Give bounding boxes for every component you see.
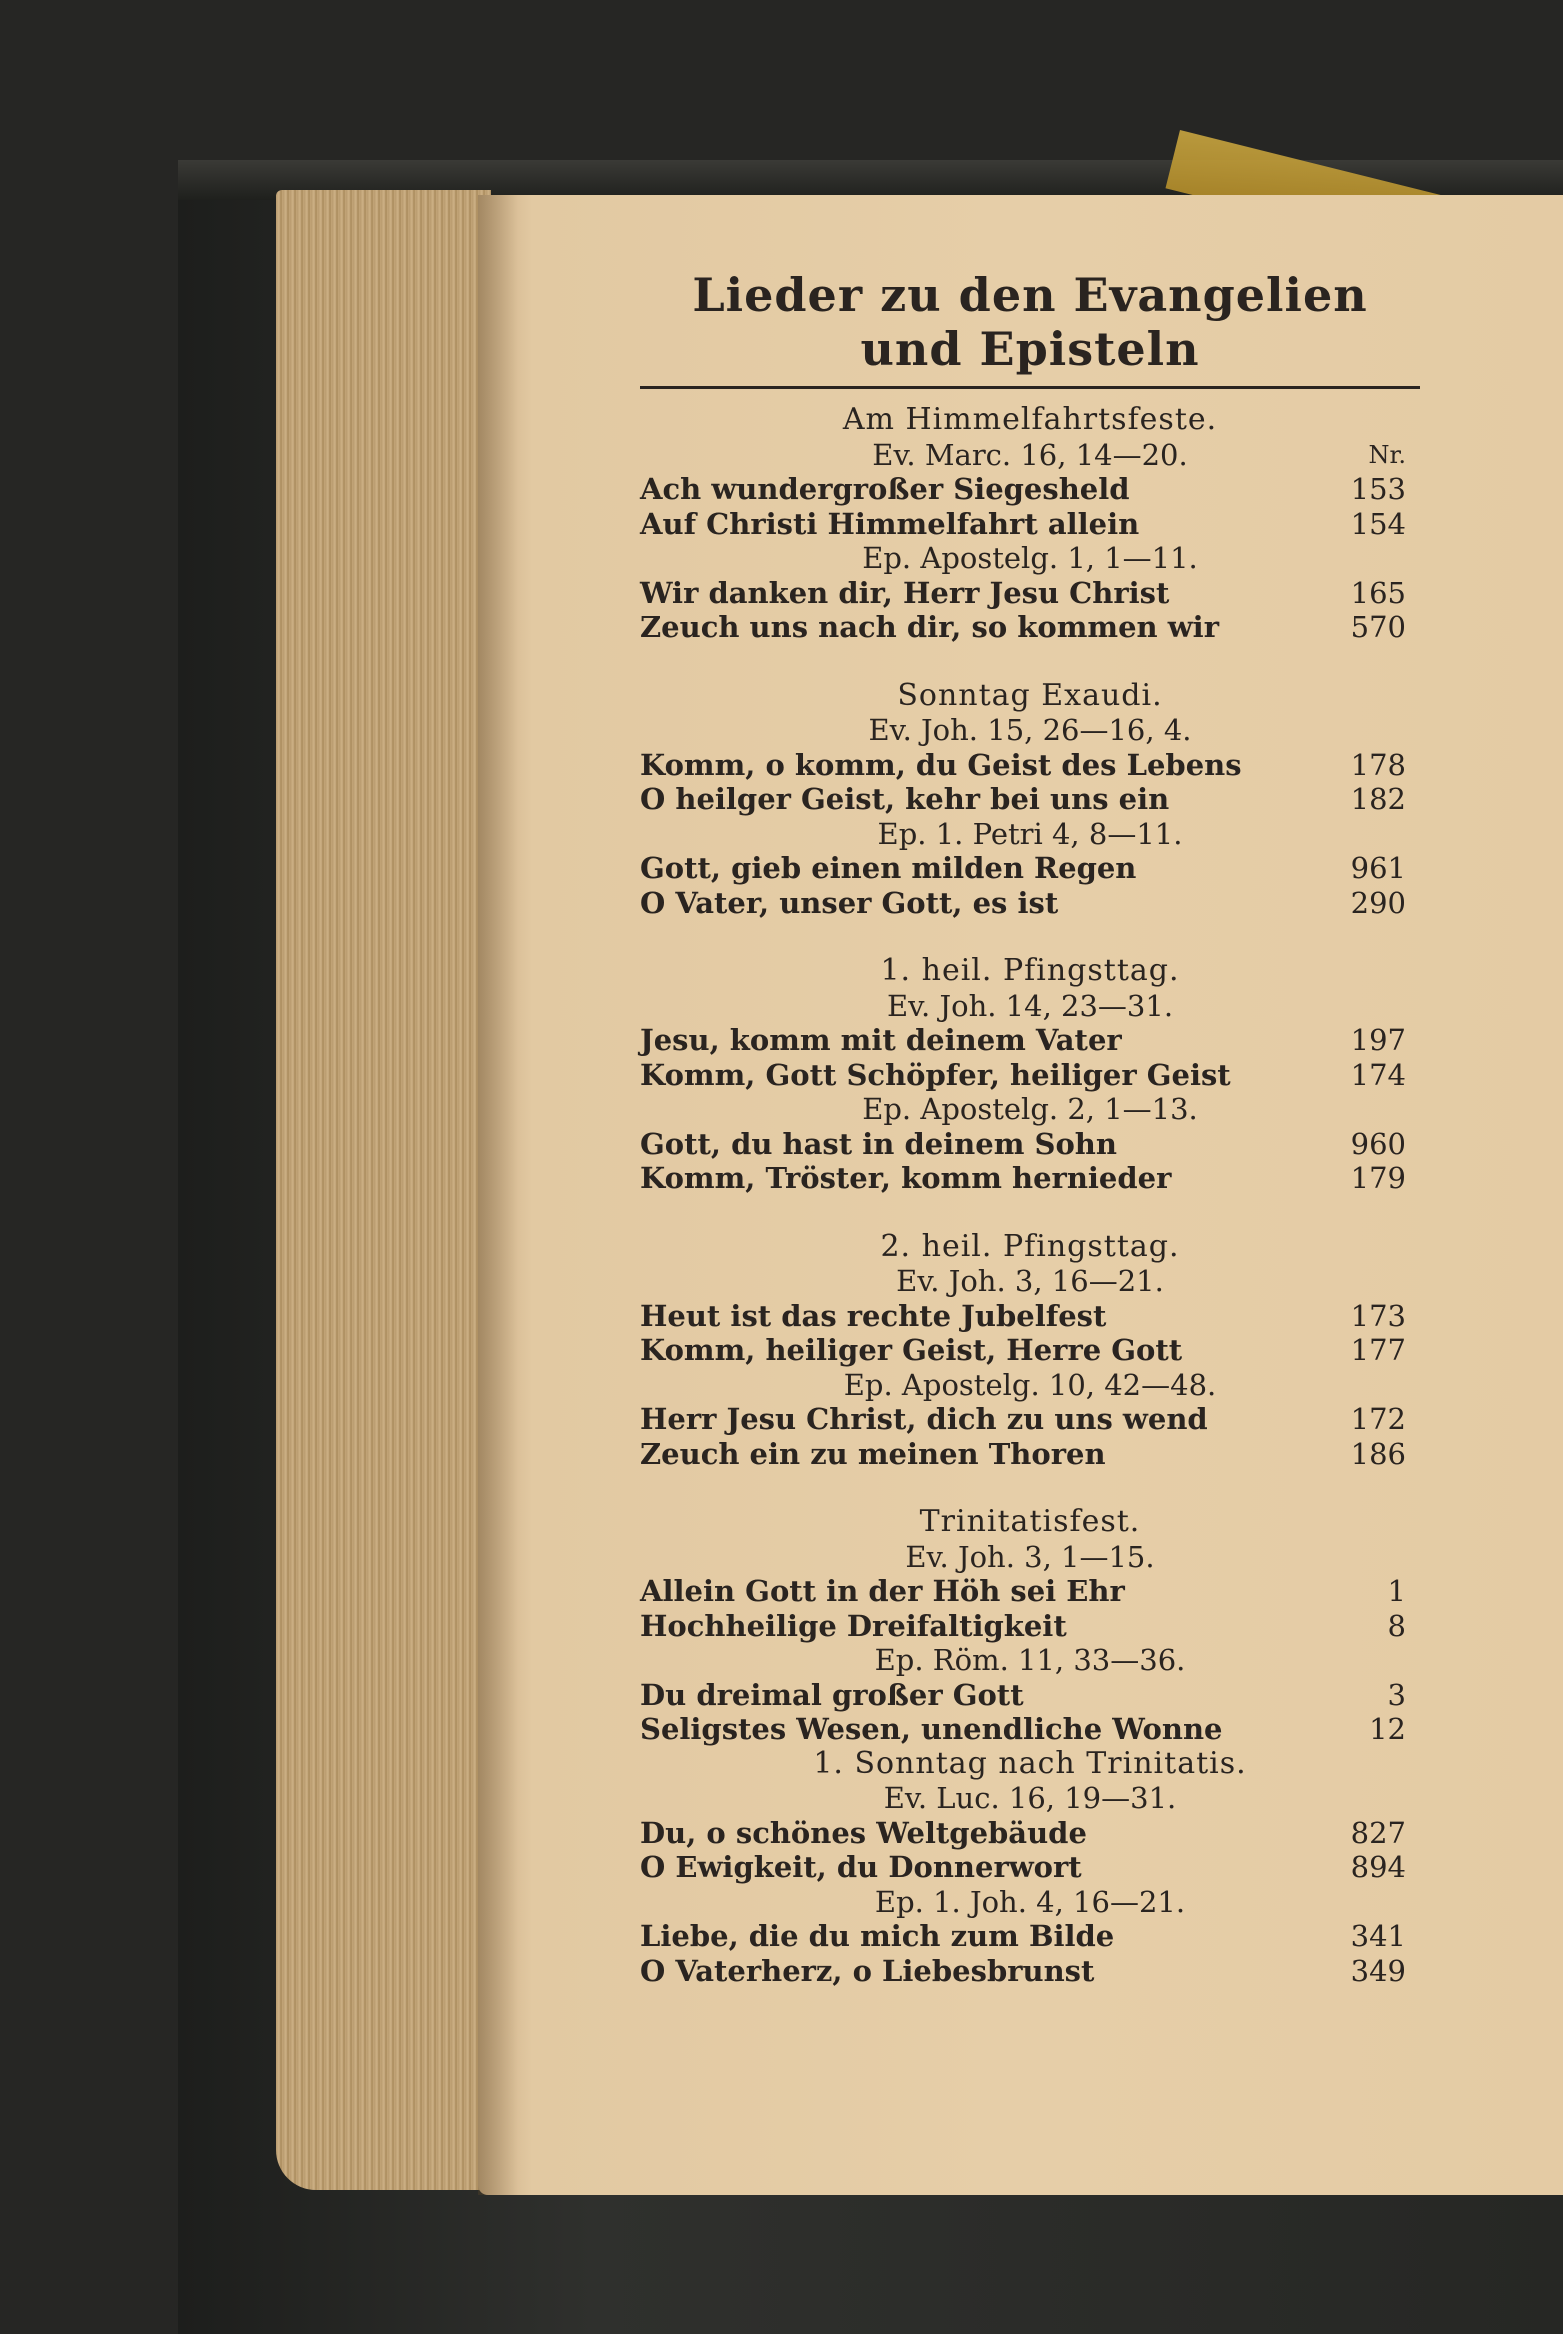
hymn-title: Herr Jesu Christ, dich zu uns wend [640, 1402, 1208, 1436]
hymn-number: 290 [1350, 885, 1406, 920]
scripture-reference-text: Ep. Apostelg. 10, 42—48. [843, 1367, 1217, 1402]
scripture-reference [640, 1368, 1420, 1403]
hymn-entry [640, 886, 1420, 921]
hymn-list [640, 403, 1420, 1988]
hymn-number: 349 [1350, 1953, 1406, 1988]
hymn-title: Liebe, die du mich zum Bilde [640, 1919, 1115, 1953]
scripture-reference [640, 989, 1420, 1024]
number-column-label: Nr. [1368, 440, 1406, 469]
hymn-title: Komm, heiliger Geist, Herre Gott [640, 1333, 1183, 1367]
hymn-entry [640, 1954, 1420, 1989]
hymn-entry [640, 1574, 1420, 1609]
hymn-entry [640, 1850, 1420, 1885]
hymn-number: 173 [1350, 1298, 1406, 1333]
hymn-entry [640, 1127, 1420, 1162]
hymn-title: Gott, gieb einen milden Regen [640, 851, 1137, 885]
scripture-reference [640, 1885, 1420, 1920]
page-edges [276, 190, 491, 2190]
hymn-title: Zeuch ein zu meinen Thoren [640, 1436, 1106, 1471]
hymn-number: 182 [1350, 782, 1406, 816]
page-content [640, 268, 1420, 1988]
page-header: Lieder zu den Evangelien und Episteln [640, 268, 1420, 389]
hymn-entry [640, 1161, 1420, 1196]
scripture-reference [640, 1264, 1420, 1299]
scripture-reference-text: Ep. Röm. 11, 33—36. [874, 1643, 1186, 1677]
section-heading: Trinitatisfest. [919, 1504, 1141, 1539]
scripture-reference [640, 1092, 1420, 1127]
hymn-number: 172 [1350, 1402, 1406, 1436]
hymn-number: 1 [1387, 1574, 1406, 1608]
scripture-reference [640, 1781, 1420, 1816]
hymn-entry [640, 1712, 1420, 1747]
hymn-title: Jesu, komm mit deinem Vater [640, 1023, 1122, 1057]
hymn-title: Heut ist das rechte Jubelfest [640, 1298, 1107, 1333]
scripture-reference-text: Ev. Joh. 3, 1—15. [905, 1539, 1155, 1574]
hymn-title: Komm, Gott Schöpfer, heiliger Geist [640, 1057, 1231, 1092]
scripture-reference [640, 1540, 1420, 1575]
scripture-reference-text: Ev. Luc. 16, 19—31. [883, 1781, 1177, 1815]
hymn-title: Ach wundergroßer Siegesheld [640, 472, 1130, 506]
scripture-reference [640, 1643, 1420, 1678]
hymn-number: 197 [1350, 1023, 1406, 1057]
hymn-number: 174 [1350, 1057, 1406, 1092]
hymn-number: 12 [1369, 1712, 1406, 1746]
page-gutter-shadow [478, 195, 518, 2195]
hymn-entry [640, 472, 1420, 507]
hymn-number: 960 [1350, 1126, 1406, 1161]
hymn-number: 961 [1350, 851, 1406, 885]
hymn-number: 3 [1387, 1677, 1406, 1712]
scripture-reference-text: Ev. Marc. 16, 14—20. [872, 437, 1188, 472]
hymn-number: 894 [1350, 1850, 1406, 1884]
hymn-entry [640, 1058, 1420, 1093]
hymn-entry [640, 782, 1420, 817]
hymn-title: O heilger Geist, kehr bei uns ein [640, 782, 1170, 816]
scripture-reference-text: Ep. Apostelg. 1, 1—11. [862, 541, 1198, 575]
hymn-number: 827 [1350, 1815, 1406, 1850]
scripture-reference [640, 438, 1420, 473]
scripture-reference-text: Ev. Joh. 14, 23—31. [886, 988, 1174, 1023]
hymn-entry [640, 1609, 1420, 1644]
hymn-entry [640, 507, 1420, 542]
scripture-reference-text: Ep. Apostelg. 2, 1—13. [862, 1092, 1198, 1126]
hymn-title: O Ewigkeit, du Donnerwort [640, 1850, 1082, 1884]
hymn-title: Du, o schönes Weltgebäude [640, 1815, 1087, 1850]
hymn-entry [640, 748, 1420, 783]
hymn-title: Wir danken dir, Herr Jesu Christ [640, 575, 1170, 610]
hymn-title: Du dreimal großer Gott [640, 1677, 1024, 1712]
hymn-entry [640, 1023, 1420, 1058]
hymn-entry [640, 1437, 1420, 1472]
hymn-number: 165 [1350, 575, 1406, 610]
section-heading: Sonntag Exaudi. [897, 677, 1163, 713]
hymn-entry [640, 851, 1420, 886]
section-heading: 2. heil. Pfingsttag. [880, 1228, 1180, 1264]
scripture-reference [640, 817, 1420, 852]
scripture-reference-text: Ev. Joh. 15, 26—16, 4. [868, 713, 1192, 747]
hymn-entry [640, 1678, 1420, 1713]
hymn-number: 8 [1387, 1608, 1406, 1643]
hymn-number: 570 [1350, 610, 1406, 644]
scripture-reference [640, 713, 1420, 748]
hymn-number: 153 [1350, 472, 1406, 506]
hymn-title: Komm, o komm, du Geist des Lebens [640, 747, 1242, 782]
hymn-number: 341 [1350, 1919, 1406, 1953]
hymn-number: 186 [1350, 1436, 1406, 1471]
hymn-entry [640, 1333, 1420, 1368]
hymn-entry [640, 610, 1420, 645]
hymn-entry [640, 1299, 1420, 1334]
hymn-title: O Vaterherz, o Liebesbrunst [640, 1953, 1095, 1988]
hymn-title: Gott, du hast in deinem Sohn [640, 1126, 1117, 1161]
section-heading: 1. Sonntag nach Trinitatis. [813, 1745, 1247, 1781]
hymn-number: 178 [1350, 747, 1406, 782]
scripture-reference-text: Ev. Joh. 3, 16—21. [896, 1264, 1164, 1298]
hymn-title: Hochheilige Dreifaltigkeit [640, 1608, 1067, 1643]
hymn-title: O Vater, unser Gott, es ist [640, 885, 1059, 920]
hymn-title: Auf Christi Himmelfahrt allein [640, 506, 1140, 541]
hymn-number: 179 [1350, 1161, 1406, 1195]
hymn-entry [640, 576, 1420, 611]
section-heading: 1. heil. Pfingsttag. [880, 953, 1180, 988]
hymn-title: Komm, Tröster, komm hernieder [640, 1161, 1172, 1195]
hymn-title: Zeuch uns nach dir, so kommen wir [640, 610, 1219, 644]
hymn-entry [640, 1402, 1420, 1437]
hymn-number: 177 [1350, 1333, 1406, 1367]
hymn-title: Seligstes Wesen, unendliche Wonne [640, 1712, 1223, 1746]
hymn-entry [640, 1816, 1420, 1851]
scripture-reference-text: Ep. 1. Joh. 4, 16—21. [874, 1884, 1186, 1919]
scripture-reference-text: Ep. 1. Petri 4, 8—11. [877, 816, 1183, 851]
hymn-title: Allein Gott in der Höh sei Ehr [640, 1574, 1125, 1608]
scripture-reference [640, 541, 1420, 576]
section-heading: Am Himmelfahrtsfeste. [842, 402, 1218, 437]
hymn-entry [640, 1919, 1420, 1954]
hymn-number: 154 [1350, 506, 1406, 541]
